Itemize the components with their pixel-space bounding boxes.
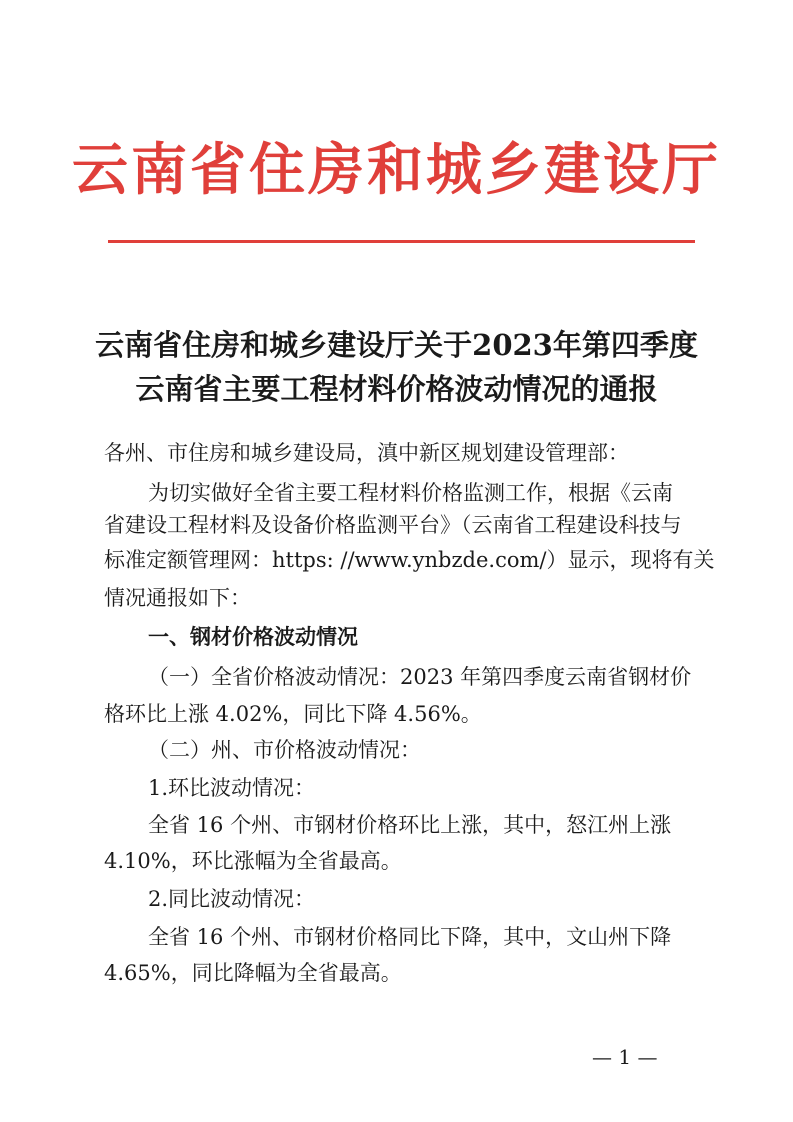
section-1-heading: 一、钢材价格波动情况 (148, 625, 358, 649)
intro-paragraph-line-1: 为切实做好全省主要工程材料价格监测工作，根据《云南 (148, 481, 673, 505)
sub-1-line-2: 格环比上涨 4.02%，同比下降 4.56%。 (104, 702, 482, 726)
document-title-line-1: 云南省住房和城乡建设厅关于2023年第四季度 (95, 328, 698, 362)
page-number: — 1 — (592, 1045, 658, 1069)
intro-paragraph-line-3: 标准定额管理网：https: //www.ynbzde.com/）显示，现将有关 (104, 548, 715, 572)
intro-paragraph-line-2: 省建设工程材料及设备价格监测平台》（云南省工程建设科技与 (104, 513, 682, 537)
item-1-line-1: 全省 16 个州、市钢材价格环比上涨，其中，怒江州上涨 (148, 813, 672, 837)
item-1-heading: 1.环比波动情况： (148, 776, 316, 800)
salutation: 各州、市住房和城乡建设局，滇中新区规划建设管理部： (104, 441, 629, 465)
item-2-heading: 2.同比波动情况： (148, 887, 316, 911)
intro-paragraph-line-4: 情况通报如下： (104, 586, 251, 610)
sub-1-line-1: （一）全省价格波动情况：2023 年第四季度云南省钢材价 (148, 665, 692, 689)
item-2-line-1: 全省 16 个州、市钢材价格同比下降，其中，文山州下降 (148, 925, 672, 949)
letterhead-issuer: 云南省住房和城乡建设厅 (72, 138, 721, 203)
letterhead-red-rule (108, 240, 695, 243)
item-2-line-2: 4.65%，同比降幅为全省最高。 (104, 961, 402, 985)
document-title-line-2: 云南省主要工程材料价格波动情况的通报 (135, 372, 658, 406)
sub-2-heading: （二）州、市价格波动情况： (148, 738, 421, 762)
item-1-line-2: 4.10%，环比涨幅为全省最高。 (104, 849, 402, 873)
